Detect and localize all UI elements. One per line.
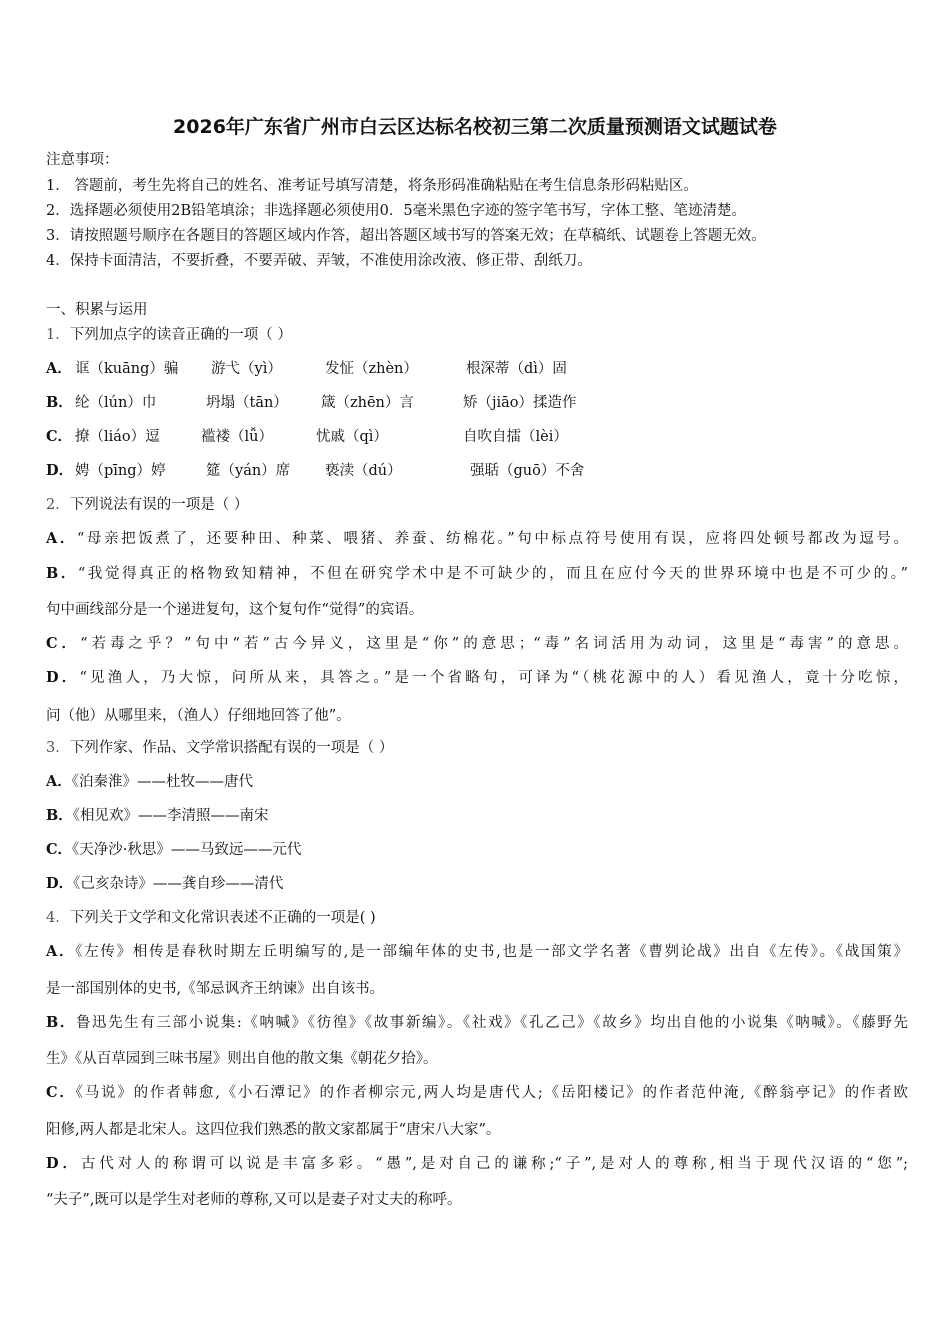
option-label: C． [46, 428, 73, 445]
option-item: 矫（jiāo）揉造作 [463, 395, 577, 411]
option-item: 自吹自擂（lèi） [463, 429, 568, 445]
q2-option-a: A．“母亲把饭煮了，还要种田、种菜、喂猪、养蚕、纺棉花。”句中标点符号使用有误，应将四处顿号都改为逗号。 [46, 530, 908, 547]
q2-option-b-cont: 句中画线部分是一个递进复句，这个复句作“觉得”的宾语。 [46, 602, 424, 618]
option-item: 褴褛（lǚ） [201, 429, 273, 445]
option-label: A． [46, 360, 72, 377]
notice-heading: 注意事项： [46, 152, 119, 168]
option-label: D． [46, 875, 74, 892]
q2-option-d: D．“见渔人，乃大惊，问所从来，具答之。”是一个省略句，可译为“（桃花源中的人）看见渔人，竟十分吃惊， [46, 669, 908, 686]
option-label: D． [46, 462, 74, 479]
notice-item-2: 2．选择题必须使用2B铅笔填涂；非选择题必须使用0．5毫米黑色字迹的签字笔书写，字体工整、笔迹清楚。 [46, 203, 747, 219]
question-stem: 下列加点字的读音正确的一项（ ） [69, 327, 292, 343]
question-1 [46, 325, 908, 345]
option-item: 强聒（guō）不舍 [470, 463, 585, 479]
notice-item-4: 4．保持卡面清洁，不要折叠，不要弄破、弄皱，不准使用涂改液、修正带、刮纸刀。 [46, 253, 592, 269]
q4-option-a-cont: 是一部国别体的史书,《邹忌讽齐王纳谏》出自该书。 [46, 981, 385, 997]
question-3 [46, 738, 908, 758]
option-label: D． [46, 1155, 81, 1172]
section-heading: 一、积累与运用 [46, 302, 148, 318]
option-label: B． [46, 565, 78, 582]
option-item: 发怔（zhèn） [325, 361, 418, 377]
question-number: 3． [46, 740, 70, 756]
option-label: D． [46, 669, 80, 686]
question-number: 1． [46, 327, 70, 343]
question-2 [46, 495, 908, 515]
question-stem: 下列作家、作品、文学常识搭配有误的一项是（ ） [69, 740, 394, 756]
option-item: 亵渎（dú） [325, 463, 402, 479]
option-label: C． [46, 841, 73, 858]
page-title: 2026年广东省广州市白云区达标名校初三第二次质量预测语文试题试卷 [173, 116, 777, 138]
q4-option-b-cont: 生》《从百草园到三味书屋》则出自他的散文集《朝花夕拾》。 [46, 1051, 438, 1067]
option-item: 忧戚（qì） [316, 429, 388, 445]
question-number: 2． [46, 497, 70, 513]
q3-option-b: B．《相见欢》——李清照——南宋 [46, 807, 269, 824]
q3-option-c: C．《天净沙·秋思》——马致远——元代 [46, 841, 302, 858]
q3-option-a: A．《泊秦淮》——杜牧——唐代 [46, 773, 254, 790]
option-item: 撩（liáo）逗 [75, 429, 160, 445]
option-label: A． [46, 773, 72, 790]
option-label: B． [46, 807, 73, 824]
q2-option-c: C．“若毒之乎？”句中“若”古今异义，这里是“你”的意思；“毒”名词活用为动词，这里是“毒害”的意思。 [46, 635, 909, 652]
question-4 [46, 908, 908, 928]
option-label: B． [46, 394, 73, 411]
q2-option-b: B．“我觉得真正的格物致知精神，不但在研究学术中是不可缺少的，而且在应付今天的世界环境中也是不可少的。” [46, 565, 908, 582]
notice-item-1: 1． 答题前，考生先将自己的姓名、准考证号填写清楚，将条形码准确粘贴在考生信息条形码粘贴区。 [46, 178, 698, 194]
option-label: C． [46, 1084, 76, 1101]
question-number: 4． [46, 910, 70, 926]
notice-item-3: 3．请按照题号顺序在各题目的答题区域内作答，超出答题区域书写的答案无效；在草稿纸、试题卷上答题无效。 [46, 228, 766, 244]
option-item: 诓（kuāng）骗 [75, 361, 179, 377]
option-item: 坍塌（tān） [206, 395, 288, 411]
q4-option-d: D．古代对人的称谓可以说是丰富多彩。“愚”,是对自己的谦称;“子”,是对人的尊称,相当于现代汉语的“您”; [46, 1155, 908, 1172]
option-item: 箴（zhēn）言 [321, 395, 414, 411]
q3-option-d: D．《己亥杂诗》——龚自珍——清代 [46, 875, 284, 892]
question-stem: 下列关于文学和文化常识表述不正确的一项是( ) [69, 910, 376, 926]
q2-option-d-cont: 问（他）从哪里来，（渔人）仔细地回答了他”。 [46, 708, 351, 724]
option-label: A． [46, 530, 77, 547]
q4-option-c: C．《马说》的作者韩愈,《小石潭记》的作者柳宗元,两人均是唐代人;《岳阳楼记》的作者范仲淹,《醉翁亭记》的作者欧 [46, 1084, 908, 1101]
option-label: B． [46, 1014, 76, 1031]
q4-option-d-cont: “夫子”,既可以是学生对老师的尊称,又可以是妻子对丈夫的称呼。 [46, 1192, 462, 1208]
q4-option-b: B．鲁迅先生有三部小说集:《呐喊》《彷徨》《故事新编》。《社戏》《孔乙己》《故乡》均出自他的小说集《呐喊》。《藤野先 [46, 1014, 908, 1031]
q4-option-c-cont: 阳修,两人都是北宋人。这四位我们熟悉的散文家都属于“唐宋八大家”。 [46, 1122, 501, 1138]
option-item: 筵（yán）席 [206, 463, 291, 479]
option-item: 根深蒂（dì）固 [466, 361, 567, 377]
option-label: A． [46, 943, 76, 960]
option-item: 娉（pīng）婷 [75, 463, 166, 479]
option-item: 游弋（yì） [211, 361, 282, 377]
option-item: 纶（lún）巾 [75, 395, 157, 411]
question-stem: 下列说法有误的一项是（ ） [69, 497, 249, 513]
option-label: C． [46, 635, 81, 652]
q4-option-a: A．《左传》相传是春秋时期左丘明编写的,是一部编年体的史书,也是一部文学名著《曹刿论战》出自《左传》。《战国策》 [46, 943, 908, 960]
